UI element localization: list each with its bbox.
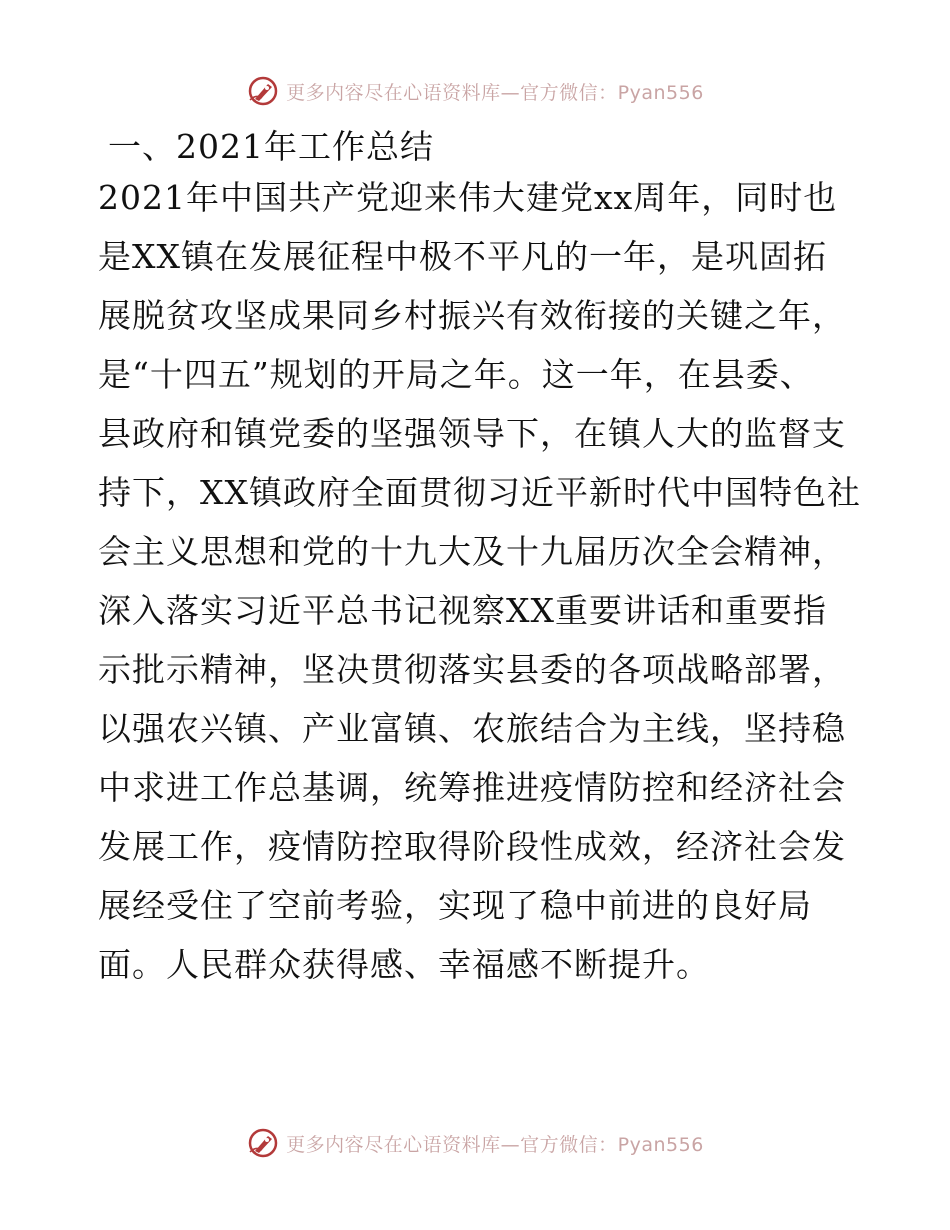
pen-nib-circle-icon (246, 1126, 280, 1160)
paragraph-line: 是“十四五”规划的开局之年。这一年，在县委、 (98, 355, 814, 394)
paragraph-line: 会主义思想和党的十九大及十九届历次全会精神， (98, 532, 846, 571)
paragraph-line: 发展工作，疫情防控取得阶段性成效，经济社会发 (98, 827, 846, 866)
watermark-text: 更多内容尽在心语资料库—官方微信：Pyan556 (286, 81, 704, 104)
paragraph-line: 以强农兴镇、产业富镇、农旅结合为主线，坚持稳 (98, 709, 846, 748)
section-heading: 一、2021年工作总结 (108, 127, 434, 166)
paragraph-line: 持下，XX镇政府全面贯彻习近平新时代中国特色社 (98, 473, 861, 512)
paragraph-line: 示批示精神，坚决贯彻落实县委的各项战略部署， (98, 650, 846, 689)
paragraph-line: 深入落实习近平总书记视察XX重要讲话和重要指 (98, 591, 827, 630)
pen-nib-circle-icon (246, 74, 280, 108)
paragraph-line: 展脱贫攻坚成果同乡村振兴有效衔接的关键之年， (98, 296, 846, 335)
watermark-text: 更多内容尽在心语资料库—官方微信：Pyan556 (286, 1133, 704, 1156)
footer-watermark (0, 1126, 950, 1160)
paragraph-line: 中求进工作总基调，统筹推进疫情防控和经济社会 (98, 768, 846, 807)
header-watermark (0, 74, 950, 108)
paragraph-line: 县政府和镇党委的坚强领导下，在镇人大的监督支 (98, 414, 846, 453)
paragraph-line: 展经受住了空前考验，实现了稳中前进的良好局 (98, 886, 812, 925)
body-paragraph (98, 168, 868, 994)
paragraph-line: 2021年中国共产党迎来伟大建党xx周年，同时也 (98, 178, 838, 217)
paragraph-line: 面。人民群众获得感、幸福感不断提升。 (98, 945, 710, 984)
paragraph-line: 是XX镇在发展征程中极不平凡的一年，是巩固拓 (98, 237, 827, 276)
